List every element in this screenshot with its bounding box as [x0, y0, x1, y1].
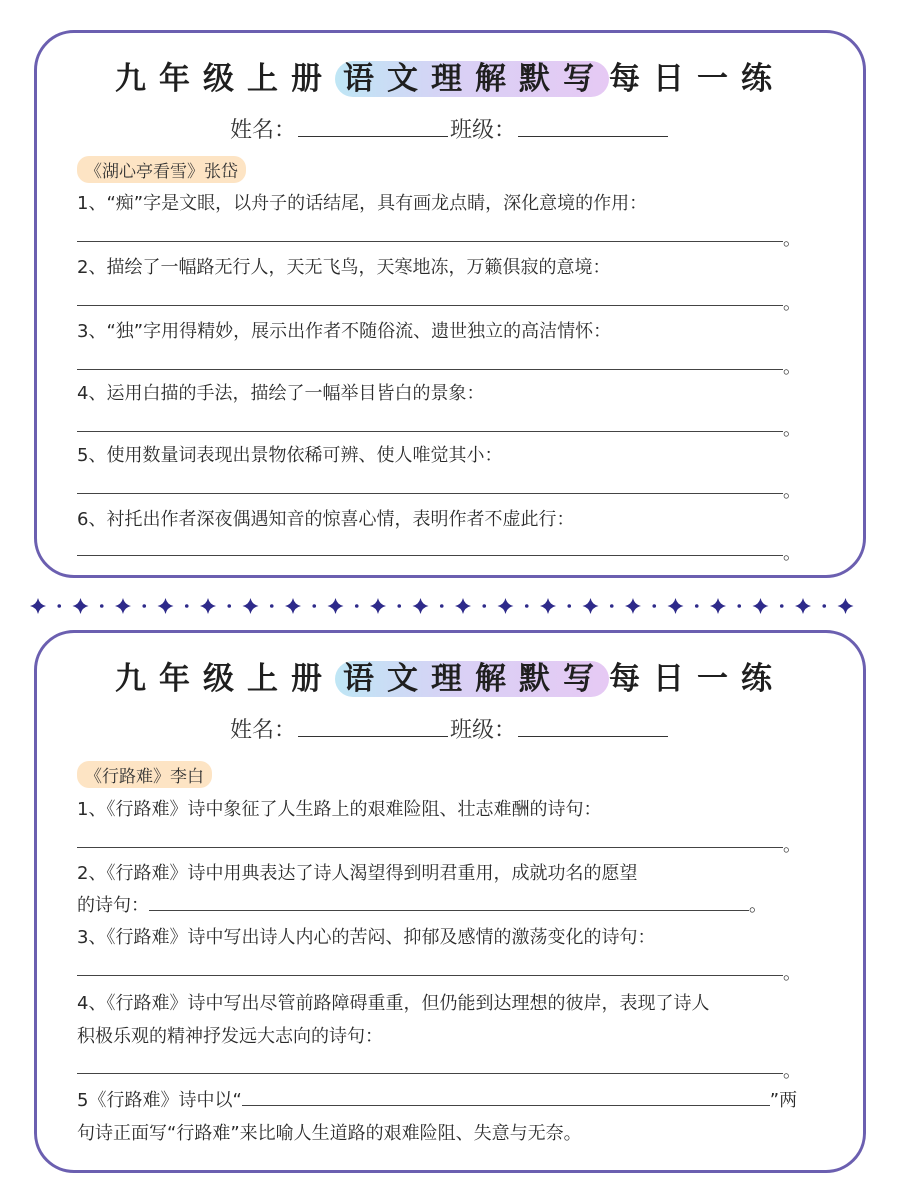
class-blank[interactable] [518, 118, 668, 137]
dot-icon [737, 604, 741, 608]
star-icon [73, 598, 89, 614]
answer-line-5[interactable] [77, 493, 783, 494]
star-icon [370, 598, 386, 614]
answer-line-1[interactable] [77, 241, 783, 242]
star-icon [668, 598, 684, 614]
dot-icon [355, 604, 359, 608]
star-icon [413, 598, 429, 614]
answer-blank-5[interactable] [242, 1087, 770, 1106]
question-2-line-2 [77, 891, 837, 917]
title-part-b: 每日一练 [609, 61, 785, 97]
star-icon [540, 598, 556, 614]
answer-line-4[interactable] [77, 1073, 783, 1074]
dot-icon [567, 604, 571, 608]
dot-icon [780, 604, 784, 608]
star-icon [115, 598, 131, 614]
end-mark: 。 [783, 229, 801, 250]
question-6: 6、衬托出作者深夜偶遇知音的惊喜心情，表明作者不虚此行： [77, 509, 575, 530]
star-icon [498, 598, 514, 614]
question-4-line-1: 4、《行路难》诗中写出尽管前路障碍重重，但仍能到达理想的彼岸，表现了诗人 [77, 993, 710, 1014]
question-1: 1、《行路难》诗中象征了人生路上的艰难险阻、壮志难酬的诗句： [77, 799, 602, 820]
worksheet-title [37, 653, 863, 698]
worksheet-card-1 [34, 30, 866, 578]
dot-icon [100, 604, 104, 608]
name-class-line [37, 713, 863, 744]
class-blank[interactable] [518, 718, 668, 737]
question-1: 1、“痴”字是文眼，以舟子的话结尾，具有画龙点睛，深化意境的作用： [77, 193, 648, 214]
question-2-prefix: 的诗句： [77, 895, 149, 916]
star-icon [285, 598, 301, 614]
name-label: 姓名： [229, 118, 296, 143]
answer-line-4[interactable] [77, 431, 783, 432]
star-icon [625, 598, 641, 614]
dot-icon [397, 604, 401, 608]
question-4: 4、运用白描的手法，描绘了一幅举目皆白的景象： [77, 383, 485, 404]
dot-icon [482, 604, 486, 608]
class-label: 班级： [450, 718, 517, 743]
question-5-line-1 [77, 1086, 837, 1112]
star-divider [30, 592, 870, 620]
name-label: 姓名： [229, 718, 296, 743]
source-tag: 《湖心亭看雪》张岱 [77, 156, 246, 183]
star-icon [583, 598, 599, 614]
dot-icon [822, 604, 826, 608]
end-mark: 。 [783, 1061, 801, 1082]
answer-line-2[interactable] [77, 305, 783, 306]
end-mark: 。 [783, 293, 801, 314]
star-icon [838, 598, 854, 614]
dot-icon [185, 604, 189, 608]
dot-icon [142, 604, 146, 608]
question-5-suffix: ”两 [769, 1090, 798, 1111]
dot-icon [525, 604, 529, 608]
name-class-line [37, 113, 863, 144]
end-mark: 。 [783, 963, 801, 984]
name-blank[interactable] [298, 118, 448, 137]
dot-icon [227, 604, 231, 608]
title-part-a: 九年级上册 [115, 61, 335, 97]
question-4-line-2: 积极乐观的精神抒发远大志向的诗句： [77, 1026, 383, 1047]
worksheet-title [37, 53, 863, 98]
star-icon [795, 598, 811, 614]
dot-icon [57, 604, 61, 608]
answer-blank-2[interactable] [149, 892, 749, 911]
class-label: 班级： [450, 118, 517, 143]
end-mark: 。 [783, 419, 801, 440]
dot-icon [695, 604, 699, 608]
name-blank[interactable] [298, 718, 448, 737]
star-icon [753, 598, 769, 614]
dot-icon [652, 604, 656, 608]
star-icon [158, 598, 174, 614]
question-3: 3、《行路难》诗中写出诗人内心的苦闷、抑郁及感情的激荡变化的诗句： [77, 927, 656, 948]
dot-icon [610, 604, 614, 608]
question-5-line-2: 句诗正面写“行路难”来比喻人生道路的艰难险阻、失意与无奈。 [77, 1123, 582, 1144]
end-mark: 。 [783, 835, 801, 856]
title-part-a: 九年级上册 [115, 661, 335, 697]
end-mark: 。 [783, 481, 801, 502]
star-icon [30, 598, 46, 614]
source-tag: 《行路难》李白 [77, 761, 212, 788]
answer-line-3[interactable] [77, 369, 783, 370]
star-icon [243, 598, 259, 614]
title-highlight: 语文理解默写 [335, 61, 609, 97]
dot-icon [440, 604, 444, 608]
title-part-b: 每日一练 [609, 661, 785, 697]
end-mark: 。 [783, 543, 801, 564]
question-3: 3、“独”字用得精妙，展示出作者不随俗流、遗世独立的高洁情怀： [77, 321, 612, 342]
question-5-prefix: 5《行路难》诗中以“ [77, 1090, 242, 1111]
answer-line-6[interactable] [77, 555, 783, 556]
answer-line-3[interactable] [77, 975, 783, 976]
question-2: 2、描绘了一幅路无行人，天无飞鸟，天寒地冻，万籁俱寂的意境： [77, 257, 611, 278]
end-mark: 。 [749, 895, 767, 916]
dot-icon [270, 604, 274, 608]
answer-line-1[interactable] [77, 847, 783, 848]
star-icon [328, 598, 344, 614]
star-icon [200, 598, 216, 614]
star-icon [710, 598, 726, 614]
star-icon [455, 598, 471, 614]
dot-icon [312, 604, 316, 608]
question-5: 5、使用数量词表现出景物依稀可辨、使人唯觉其小： [77, 445, 503, 466]
title-highlight: 语文理解默写 [335, 661, 609, 697]
worksheet-card-2 [34, 630, 866, 1173]
question-2-line-1: 2、《行路难》诗中用典表达了诗人渴望得到明君重用，成就功名的愿望 [77, 863, 638, 884]
end-mark: 。 [783, 357, 801, 378]
